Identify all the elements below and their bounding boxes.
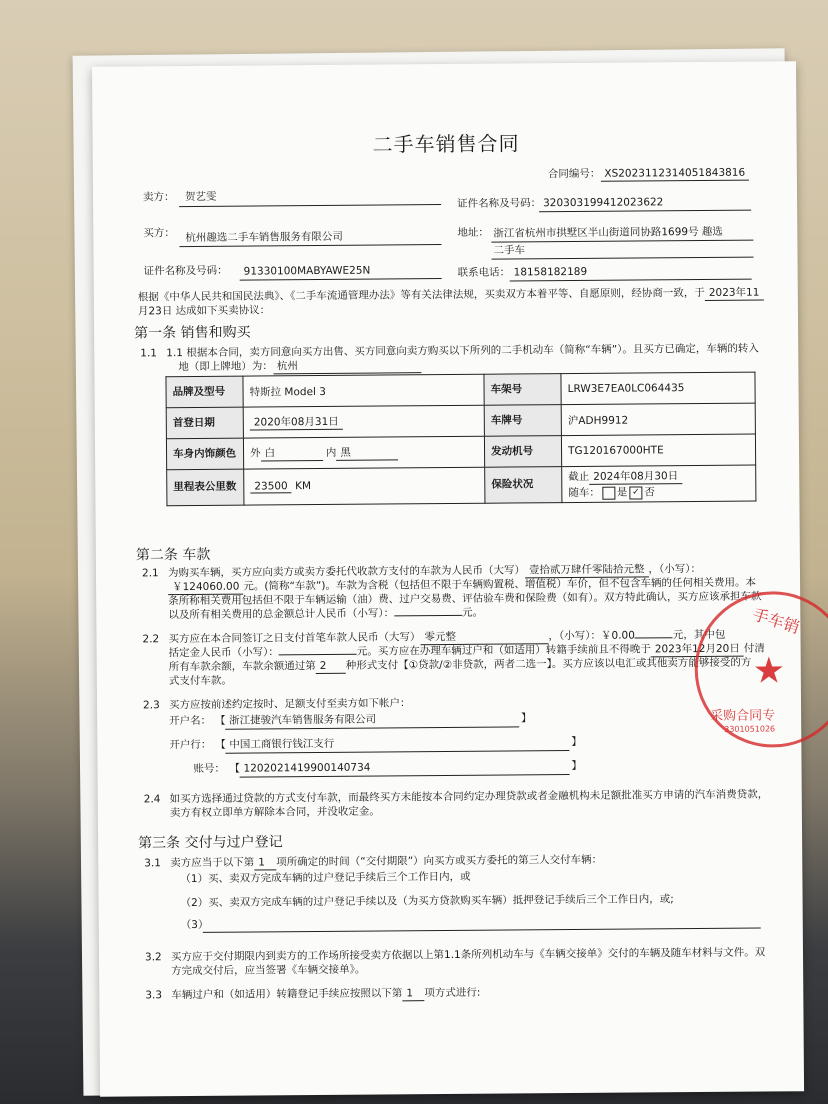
with-car-label: 随车： (568, 486, 600, 500)
buyer-id-label: 证件名称及号码： (143, 264, 228, 278)
reg-date-value: 2020年08月31日 (250, 414, 343, 431)
clause-2-2-line-4: 式支付车款。 (168, 674, 232, 688)
clause-2-1-text-2: 元。(简称“车款”)。车款为含税（包括但不限于车辆购置税、增值税）车价，但不包含车辆的任何相关费用。本 (243, 576, 756, 593)
delivery-item: 1 (254, 855, 276, 870)
clause-3-2-number: 3.2 (144, 951, 162, 964)
price-uppercase: 壹拾贰万肆仟零陆拾元整 (525, 562, 649, 578)
reg-date-label: 首登日期 (166, 407, 243, 439)
clause-3-3-line-1 (171, 986, 480, 1003)
no-label: 否 (644, 486, 655, 499)
account-number: 1202021419900140734 (243, 761, 371, 775)
seal-top-text: 手车销 (750, 604, 802, 638)
plate-label: 车牌号 (484, 405, 561, 437)
contract-number: XS2023112314051843816 (600, 166, 749, 182)
clause-1-1-number: 1.1 (140, 347, 158, 360)
seller-id: 320303199412023622 (543, 196, 664, 210)
intro-line-1 (138, 285, 764, 305)
clause-2-4-number: 2.4 (143, 793, 161, 806)
buyer-label: 买方： (143, 227, 175, 240)
intro-date-1: 2023年11 (705, 285, 764, 300)
address-label: 地址： (457, 226, 489, 239)
engine-value: TG120167000HTE (561, 434, 755, 467)
mileage-unit: KM (295, 480, 312, 493)
page-title: 二手车销售合同 (372, 131, 520, 157)
clause-2-1-text-1b: ，（小写）： (648, 562, 702, 576)
buyer-id: 91330100MABYAWE25N (243, 264, 371, 278)
exterior-color: 白 (260, 445, 322, 461)
address-line-1: 浙江省杭州市拱墅区半山街道同协路1699号 趣选 (493, 225, 723, 240)
clause-2-2-text-1: 买方应在本合同签订之日支付首笔车款人民币（大写） (168, 631, 421, 646)
clause-2-1-line-3: 条所称相关费用包括但不限于车辆运输（油）费、过户交易费、评估验车费和保险费（如有）。双方特此确认，买方应该承担车款 (168, 590, 762, 608)
transfer-item: 1 (402, 986, 424, 1001)
clause-2-1-text-1: 为购买车辆，买方应向卖方或卖方委托代收款方支付的车款为人民币（大写） (167, 564, 526, 580)
clause-3-3-text-1: 车辆过户和（如适用）转籍登记手续应按照以下第 (171, 987, 403, 1002)
account-bracket-right-2: 】 (571, 759, 583, 773)
interior-prefix: 内 (325, 446, 337, 459)
clause-3-3-text-1b: 项方式进行: (424, 986, 481, 1000)
buyer-id-underline (240, 278, 442, 281)
color-cell (243, 436, 484, 469)
yes-checkbox[interactable] (602, 486, 615, 499)
intro-text-2: 达成如下买卖协议： (175, 304, 271, 318)
payment-method: 2 (316, 659, 346, 674)
seller-underline (179, 204, 441, 207)
account-bracket-left-1: 【 (215, 714, 226, 727)
table-row (166, 434, 755, 470)
clause-3-1-item-1: （1）买、卖双方完成车辆的过户登记手续后三个工作日内，或 (180, 870, 471, 886)
mileage-value: 23500 (250, 480, 292, 493)
article-3-title: 第三条 交付与过户登记 (138, 834, 283, 852)
clause-2-2-text-3b: 种形式支付【①贷款/②非贷款，两者二选一】。买方应该以电汇或其他卖方能够接受的方 (345, 656, 752, 672)
clause-3-1-item-3: （3） (180, 918, 209, 932)
color-label: 车身内饰颜色 (166, 438, 243, 470)
price-amount: ￥124060.00 (168, 580, 243, 596)
intro-date-2: 月23日 (137, 305, 173, 318)
clause-2-2-text-3: 所有车款余额，车款余额通过第 (168, 660, 316, 674)
seal-bottom-text: 采购合同专 (710, 708, 776, 724)
clause-1-1-label: 地（即上牌地）为： (178, 360, 273, 374)
insurance-label: 保险状况 (485, 467, 562, 504)
phone: 18158182189 (513, 265, 588, 279)
article-1-title: 第一条 销售和购买 (134, 324, 251, 342)
interior-color: 黑 (336, 444, 398, 460)
clause-2-3-number: 2.3 (142, 699, 160, 712)
clause-2-2-text-2c: 付清 (743, 642, 765, 655)
brand-value: 特斯拉 Model 3 (243, 374, 484, 407)
item-3-underline (203, 928, 761, 933)
seal-code: 3301051026 (724, 724, 776, 734)
clause-3-2-line-1: 买方应于交付期限内到卖方的工作场所接受卖方依据以上第1.1条所列机动车与《车辆交接单》交付的车辆及随车材料与文件。双 (170, 946, 766, 964)
clause-2-2-number: 2.2 (142, 633, 160, 646)
balance-deadline: 2023年12月20日 (651, 642, 744, 658)
table-row (166, 372, 755, 408)
insurance-prefix: 截止 (568, 470, 590, 484)
bank-bracket-right: 】 (571, 735, 582, 749)
clause-1-1-line-2 (178, 358, 421, 375)
reg-date-cell (243, 405, 484, 438)
clause-2-4-line-1: 如买方选择通过贷款的方式支付车款，而最终买方未能按本合同约定办理贷款或者金融机构未足额批准买方申请的汽车消费贷款， (169, 788, 769, 806)
account-name-label: 开户名： (169, 714, 212, 728)
vin-value: LRW3E7EA0LC064435 (561, 372, 755, 405)
seller-label: 卖方： (142, 191, 175, 204)
clause-2-2-line-3 (169, 656, 752, 676)
intro-text-1: 根据《中华人民共和国民法典》、《二手车流通管理办法》等有关法律法规，买卖双方本着平等、自愿原则，经协商一致，于 (137, 286, 705, 304)
insurance-cell (562, 465, 756, 503)
clause-3-3-number: 3.3 (145, 989, 163, 1002)
clause-2-1-line-4 (168, 606, 483, 622)
clause-2-1-text-4b: 元。 (462, 606, 484, 619)
account-no-label: 账号： (193, 762, 226, 775)
account-bracket-right-1: 】 (521, 712, 532, 725)
table-row (166, 403, 755, 439)
no-checkbox[interactable]: ✓ (629, 486, 642, 499)
engine-label: 发动机号 (484, 436, 561, 468)
brand-label: 品牌及型号 (166, 376, 243, 408)
clause-1-1-line-1: 1.1 根据本合同，卖方同意向买方出售、买方同意向卖方购买以下所列的二手机动车（简称“车辆”）。且买方已确定，车辆的转入 (166, 342, 759, 360)
plate-value: 沪ADH9912 (561, 403, 755, 436)
exterior-prefix: 外 (250, 447, 261, 460)
clause-2-1-number: 2.1 (141, 567, 159, 580)
first-payment-amount: ，（小写）：￥0.00 (548, 629, 635, 643)
clause-3-1-number: 3.1 (144, 857, 162, 870)
bank-bracket-left: 【 (215, 738, 226, 751)
article-2-title: 第二条 车款 (135, 546, 211, 564)
clause-2-2-text-2b: 元。买方应在办理车辆过户和（如适用）转籍手续前且不得晚于 (356, 643, 651, 658)
clause-3-1-line-1 (170, 853, 602, 871)
clause-2-1-text-4: 以及所有相关费用的总金额总计人民币（小写）： (168, 607, 395, 622)
contract-number-label: 合同编号： (547, 167, 601, 181)
clause-3-1-text-1b: 项所确定的时间（“交付期限”）向买方或买方委托的第三人交付车辆： (276, 853, 603, 869)
insurance-date: 2024年08月30日 (589, 468, 682, 485)
seller-id-label: 证件名称及号码： (457, 197, 542, 210)
clause-2-4-line-2: 卖方有权立即单方解除本合同，并没收定金。 (169, 805, 380, 820)
address-underline-2 (492, 257, 754, 260)
registration-city: 杭州 (273, 358, 421, 374)
vehicle-table (165, 372, 756, 507)
contract-number-row (548, 166, 749, 183)
account-bracket-left-2: 【 (229, 762, 241, 775)
buyer-name: 杭州趣选二手车销售服务有限公司 (185, 230, 343, 245)
mileage-cell (244, 467, 485, 505)
bank-label: 开户行： (169, 738, 212, 752)
table-row (167, 465, 756, 506)
phone-label: 联系电话： (457, 266, 511, 279)
clause-3-1-text-1: 卖方应当于以下第 (170, 856, 255, 870)
address-line-2: 二手车 (493, 244, 526, 257)
clause-3-2-line-2: 方完成交付后，应当签署《车辆交接单》。 (171, 963, 366, 978)
yes-label: 是 (616, 486, 628, 499)
bank-name: 中国工商银行钱江支行 (229, 737, 335, 751)
company-seal (694, 591, 828, 748)
contract-page (92, 61, 804, 1096)
vin-label: 车架号 (484, 374, 561, 406)
first-payment-uppercase: 零元整 (420, 629, 548, 645)
clause-2-2-text-1c: 元，其中包 (672, 628, 726, 642)
clause-2-2-text-2: 括定金人民币（小写）： (168, 646, 279, 660)
intro-line-2 (138, 303, 270, 318)
seller-name: 贺艺雯 (184, 190, 217, 204)
seal-star-icon: ★ (752, 650, 786, 692)
mileage-label: 里程表公里数 (167, 469, 244, 506)
clause-2-3-line-1: 买方应按前述约定按时、足额支付至卖方如下帐户： (168, 697, 411, 712)
clause-3-1-item-2: （2）买、卖双方完成车辆的过户登记手续以及（为买方贷款购买车辆）抵押登记手续后三个工作日内，或; (180, 893, 674, 910)
account-name: 浙江捷骏汽车销售服务有限公司 (229, 713, 377, 727)
